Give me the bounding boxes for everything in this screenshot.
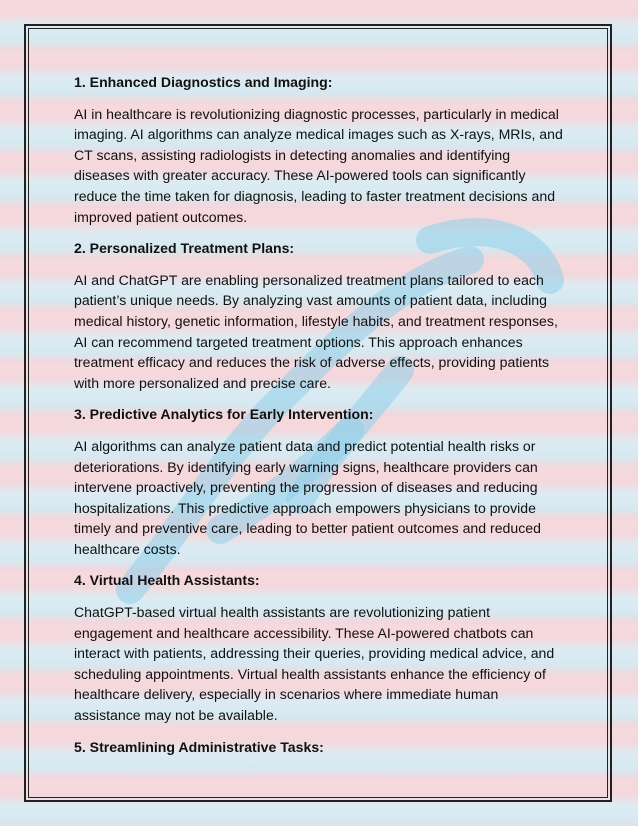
section-heading: 1. Enhanced Diagnostics and Imaging: xyxy=(74,74,333,90)
section-3 xyxy=(74,404,568,559)
section-heading: 3. Predictive Analytics for Early Intervention: xyxy=(74,406,374,423)
section-5 xyxy=(74,737,568,758)
section-heading: 2. Personalized Treatment Plans: xyxy=(74,240,295,257)
section-paragraph: ChatGPT-based virtual health assistants are revolutionizing patient engagement and healthcare accessibility. These AI-powered chatbots can interact with patients, addressing their queries, providing medical advice, and scheduling appointments. Virtual health assistants enhance the efficiency of healthcare delivery, especially in scenarios where immediate human assistance may not be available. xyxy=(74,604,555,724)
section-heading: 5. Streamlining Administrative Tasks: xyxy=(74,738,324,755)
section-heading: 4. Virtual Health Assistants: xyxy=(74,572,260,589)
section-2 xyxy=(74,238,568,393)
section-paragraph: AI in healthcare is revolutionizing diagnostic processes, particularly in medical imaging. AI algorithms can analyze medical images such as X-rays, MRIs, and CT scans, assisting radiologists in detecting anomalies and identifying diseases with greater accuracy. These AI-powered tools can significantly reduce the time taken for diagnosis, leading to faster treatment decisions and improved patient outcomes. xyxy=(74,105,563,225)
document-body xyxy=(74,72,568,768)
section-4 xyxy=(74,570,568,725)
section-paragraph: AI and ChatGPT are enabling personalized treatment plans tailored to each patient’s unique needs. By analyzing vast amounts of patient data, including medical history, genetic information, lifestyle habits, and treatment responses, AI can recommend targeted treatment options. This approach enhances treatment efficacy and reduces the risk of adverse effects, providing patients with more personalized and precise care. xyxy=(74,271,558,391)
section-1 xyxy=(74,72,568,227)
section-paragraph: AI algorithms can analyze patient data and predict potential health risks or deteriorations. By identifying early warning signs, healthcare providers can intervene proactively, preventing the progression of diseases and reducing hospitalizations. This predictive approach empowers physicians to provide timely and preventive care, leading to better patient outcomes and reduced healthcare costs. xyxy=(74,437,541,557)
